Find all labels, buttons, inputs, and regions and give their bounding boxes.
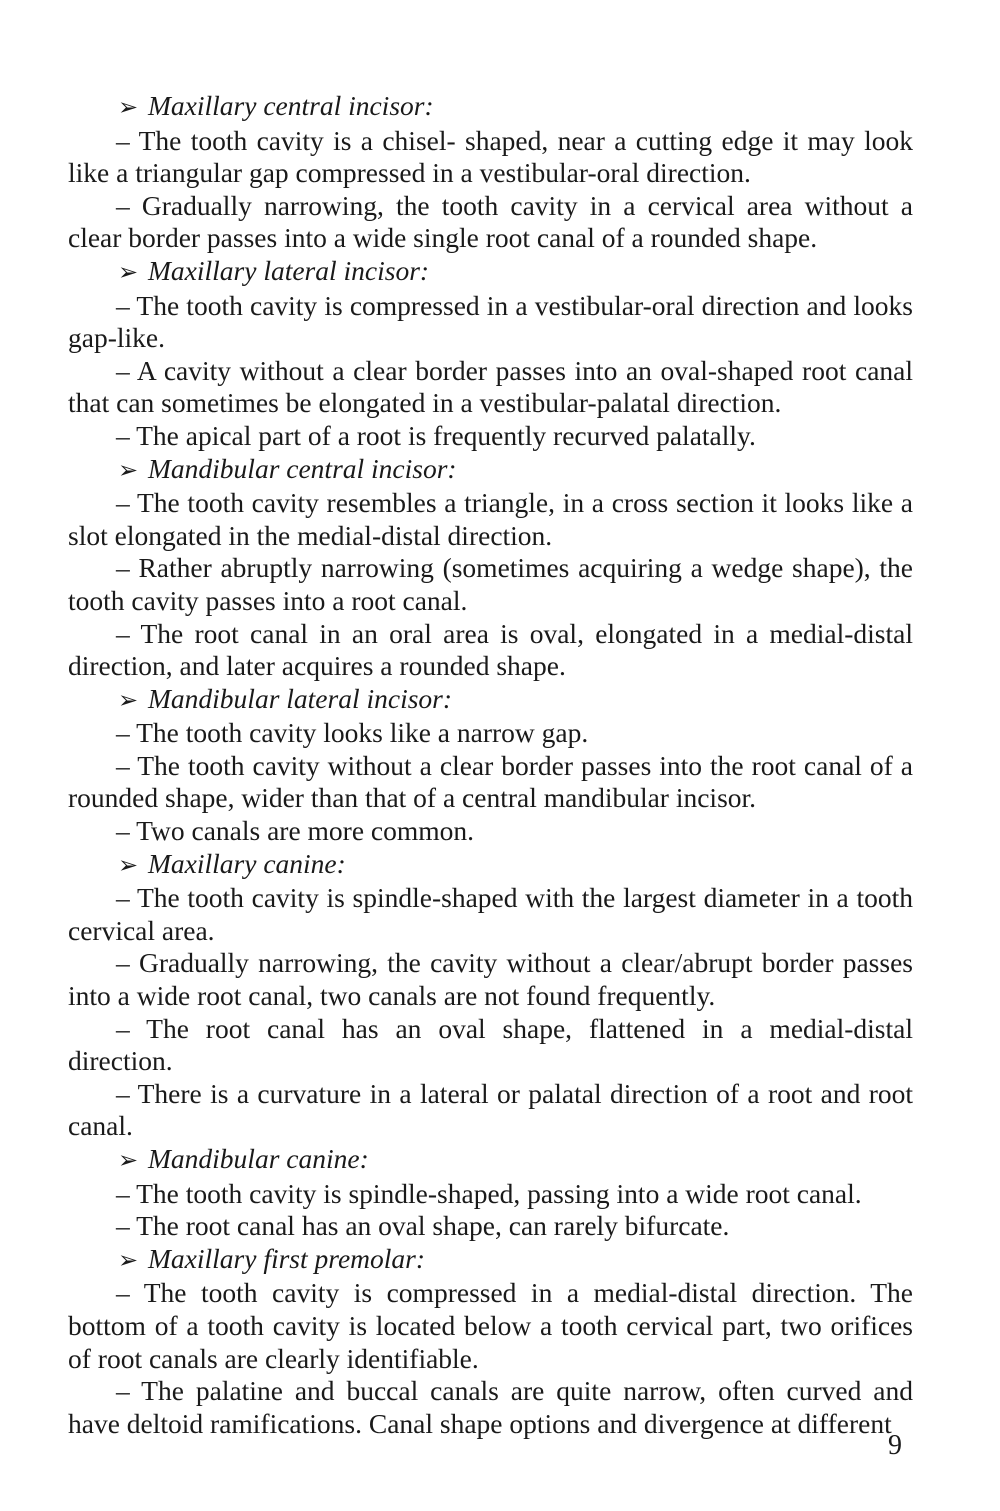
page-number: 9	[888, 1430, 902, 1461]
section-heading: ➢ Maxillary first premolar:	[68, 1243, 913, 1278]
arrow-bullet-icon: ➢	[118, 852, 139, 879]
paragraph: – The tooth cavity without a clear border passes into the root canal of a rounded shape, wider than that of a central mandibular incisor.	[68, 749, 913, 814]
paragraph: – Gradually narrowing, the tooth cavity in a cervical area without a clear border passes into a wide single root canal of a rounded shape.	[68, 189, 913, 254]
paragraph: – The tooth cavity is spindle-shaped with the largest diameter in a tooth cervical area.	[68, 882, 913, 946]
paragraph: – The tooth cavity resembles a triangle, in a cross section it looks like a slot elongated in the medial-distal direction.	[68, 487, 913, 551]
section-heading: ➢ Maxillary canine:	[68, 848, 913, 883]
paragraph: – Rather abruptly narrowing (sometimes acquiring a wedge shape), the tooth cavity passes into a root canal.	[68, 552, 913, 616]
paragraph: – There is a curvature in a lateral or palatal direction of a root and root canal.	[68, 1077, 913, 1142]
paragraph: – A cavity without a clear border passes into an oval-shaped root canal that can sometimes be elongated in a vestibular-palatal direction.	[68, 354, 913, 419]
arrow-bullet-icon: ➢	[118, 1247, 139, 1274]
paragraph: – Gradually narrowing, the cavity without a clear/abrupt border passes into a wide root canal, two canals are not found frequently.	[68, 947, 913, 1012]
paragraph: – The apical part of a root is frequently recurved palatally.	[116, 419, 756, 451]
section-heading: ➢ Maxillary lateral incisor:	[68, 255, 913, 290]
arrow-bullet-icon: ➢	[118, 95, 139, 121]
section-heading: ➢ Mandibular central incisor:	[68, 453, 913, 488]
paragraph: – The tooth cavity looks like a narrow gap.	[116, 717, 589, 749]
arrow-bullet-icon: ➢	[118, 259, 139, 286]
paragraph: – The root canal in an oral area is oval, elongated in a medial-distal direction, and later acquires a rounded shape.	[68, 617, 913, 682]
paragraph: – The root canal has an oval shape, flattened in a medial-distal direction.	[68, 1012, 913, 1077]
paragraph: – The tooth cavity is compressed in a vestibular-oral direction and looks gap-like.	[68, 289, 913, 354]
section-heading: ➢ Mandibular lateral incisor:	[68, 683, 913, 718]
text-body	[68, 90, 913, 1440]
paragraph: – The root canal has an oval shape, can rarely bifurcate.	[116, 1210, 730, 1242]
section-heading: ➢ Mandibular canine:	[68, 1143, 913, 1178]
paragraph: – The tooth cavity is compressed in a medial-distal direction. The bottom of a tooth cavity is located below a tooth cervical part, two orifices of root canals are clearly identifiable.	[68, 1277, 913, 1374]
arrow-bullet-icon: ➢	[118, 1148, 139, 1174]
paragraph: – The palatine and buccal canals are quite narrow, often curved and have deltoid ramifications. Canal shape options and divergence at different	[68, 1375, 913, 1439]
paragraph: – Two canals are more common.	[116, 815, 475, 847]
arrow-bullet-icon: ➢	[118, 687, 139, 714]
arrow-bullet-icon: ➢	[118, 457, 139, 484]
section-heading: ➢ Maxillary central incisor:	[68, 90, 913, 125]
paragraph: – The tooth cavity is spindle-shaped, passing into a wide root canal.	[116, 1177, 862, 1209]
paragraph: – The tooth cavity is a chisel- shaped, near a cutting edge it may look like a triangular gap compressed in a vestibular-oral direction.	[68, 124, 913, 189]
